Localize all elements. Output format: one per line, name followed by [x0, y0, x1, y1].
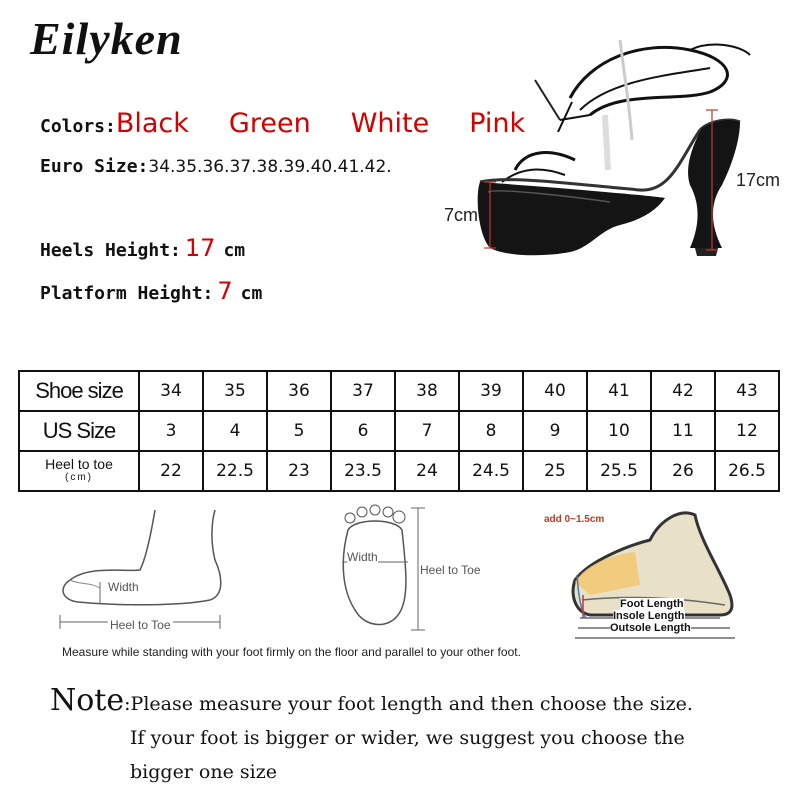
note-label: Note: [50, 683, 125, 718]
table-row: [19, 371, 779, 411]
platform-value: 7: [217, 277, 233, 305]
side-heel-to-toe-label: Heel to Toe: [110, 618, 171, 632]
measure-instruction: Measure while standing with your foot firmly on the floor and parallel to your other foot.: [62, 645, 521, 659]
color-option: White: [350, 108, 430, 139]
heels-unit: cm: [223, 240, 246, 261]
note-line-3: bigger one size: [130, 761, 277, 783]
table-cell: 4: [203, 411, 267, 451]
colors-label: Colors:: [40, 116, 116, 137]
row-header-heel-to-toe: [19, 451, 139, 491]
platform-label: Platform Height:: [40, 283, 214, 304]
heel-to-toe-label: Heel to toe: [45, 456, 113, 472]
row-header-us-size: US Size: [19, 411, 139, 451]
top-width-label: Width: [347, 550, 378, 564]
side-width-label: Width: [108, 580, 139, 594]
table-cell: 35: [203, 371, 267, 411]
table-cell: 38: [395, 371, 459, 411]
euro-size-spec: [40, 156, 392, 177]
table-cell: 22.5: [203, 451, 267, 491]
outsole-length-label: Outsole Length: [610, 622, 691, 634]
table-cell: 42: [651, 371, 715, 411]
table-cell: 36: [267, 371, 331, 411]
shoe-illustration: [440, 20, 800, 270]
table-cell: 41: [587, 371, 651, 411]
foot-length-label: Foot Length: [620, 598, 684, 610]
table-cell: 25.5: [587, 451, 651, 491]
color-option: Green: [228, 108, 311, 139]
platform-height-spec: [40, 277, 262, 305]
table-cell: 10: [587, 411, 651, 451]
heels-value: 17: [184, 234, 216, 262]
side-foot-icon: [60, 510, 221, 629]
table-cell: 25: [523, 451, 587, 491]
sizing-note: [50, 684, 790, 789]
table-cell: 24.5: [459, 451, 523, 491]
table-cell: 6: [331, 411, 395, 451]
table-cell: 24: [395, 451, 459, 491]
table-cell: 8: [459, 411, 523, 451]
top-heel-to-toe-label: Heel to Toe: [420, 563, 481, 577]
table-cell: 23.5: [331, 451, 395, 491]
table-cell: 23: [267, 451, 331, 491]
table-cell: 3: [139, 411, 203, 451]
heels-label: Heels Height:: [40, 240, 181, 261]
brand-logo: Eilyken: [30, 13, 183, 64]
table-cell: 5: [267, 411, 331, 451]
table-cell: 7: [395, 411, 459, 451]
table-cell: 43: [715, 371, 779, 411]
heels-height-spec: [40, 234, 245, 262]
table-cell: 37: [331, 371, 395, 411]
platform-unit: cm: [240, 283, 263, 304]
platform-sandal-icon: [440, 20, 800, 270]
table-cell: 26: [651, 451, 715, 491]
table-row: [19, 451, 779, 491]
color-option: Pink: [469, 108, 526, 139]
heel-to-toe-unit: (cm): [65, 472, 93, 483]
size-chart-table: [18, 370, 780, 492]
color-option: Black: [115, 108, 189, 139]
platform-dimension-label: 7cm: [444, 205, 479, 225]
euro-size-label: Euro Size:: [40, 156, 149, 177]
table-cell: 11: [651, 411, 715, 451]
row-header-shoe-size: Shoe size: [19, 371, 139, 411]
top-foot-icon: [342, 505, 425, 630]
table-cell: 22: [139, 451, 203, 491]
table-row: [19, 411, 779, 451]
table-cell: 12: [715, 411, 779, 451]
note-line-1: Please measure your foot length and then choose the size.: [130, 693, 693, 715]
table-cell: 9: [523, 411, 587, 451]
table-cell: 26.5: [715, 451, 779, 491]
table-cell: 40: [523, 371, 587, 411]
note-colon: :: [124, 693, 131, 715]
insole-length-label: Insole Length: [613, 610, 685, 622]
add-allowance-label: add 0~1.5cm: [544, 514, 605, 525]
table-cell: 39: [459, 371, 523, 411]
note-line-2: If your foot is bigger or wider, we suggest you choose the: [130, 727, 685, 749]
table-cell: 34: [139, 371, 203, 411]
heel-dimension-label: 17cm: [736, 170, 781, 190]
euro-size-values: 34.35.36.37.38.39.40.41.42.: [148, 157, 392, 177]
